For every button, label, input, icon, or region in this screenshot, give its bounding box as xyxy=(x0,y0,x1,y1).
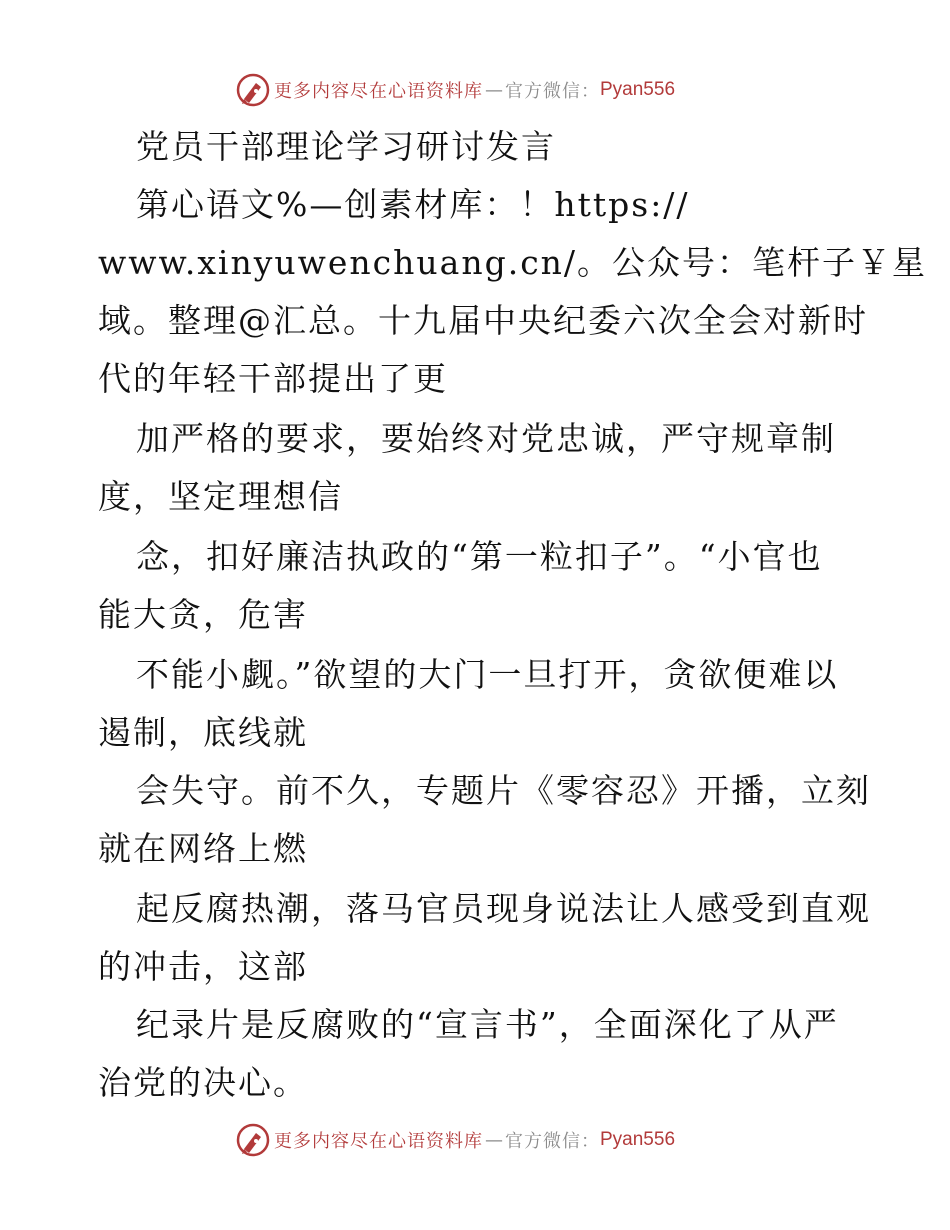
wechat-label: 官方微信： xyxy=(505,81,600,102)
text-line: www.xinyuwenchuang.cn/。公众号：笔杆子￥星 xyxy=(98,243,928,282)
text-line: 度，坚定理想信 xyxy=(98,477,343,516)
header-banner xyxy=(236,72,716,108)
text-line: 能大贪，危害 xyxy=(98,595,308,634)
pen-logo-icon xyxy=(236,1123,270,1157)
text-line: 域。整理@汇总。十九届中央纪委六次全会对新时 xyxy=(98,301,868,340)
text-line: 起反腐热潮，落马官员现身说法让人感受到直观 xyxy=(136,889,871,928)
brand-dash: — xyxy=(485,79,503,101)
text-line: 治党的决心。 xyxy=(98,1063,308,1102)
text-line: 第心语文%—创素材库：！https:// xyxy=(136,185,690,224)
text-line: 代的年轻干部提出了更 xyxy=(98,359,448,398)
footer-banner xyxy=(236,1122,716,1158)
brand-text: 更多内容尽在心语资料库 xyxy=(274,1131,483,1152)
text-line: 纪录片是反腐败的“宣言书”，全面深化了从严 xyxy=(136,1005,839,1044)
pen-logo-icon xyxy=(236,73,270,107)
document-title: 党员干部理论学习研讨发言 xyxy=(136,127,556,166)
wechat-id: Pyan556 xyxy=(600,79,676,100)
text-line: 遏制，底线就 xyxy=(98,713,308,752)
wechat-id: Pyan556 xyxy=(600,1129,676,1150)
brand-text: 更多内容尽在心语资料库 xyxy=(274,81,483,102)
text-line: 念，扣好廉洁执政的“第一粒扣子”。“小官也 xyxy=(136,537,823,576)
text-line: 就在网络上燃 xyxy=(98,829,308,868)
text-line: 不能小觑。”欲望的大门一旦打开，贪欲便难以 xyxy=(136,655,839,694)
text-line: 会失守。前不久，专题片《零容忍》开播，立刻 xyxy=(136,771,871,810)
text-line: 加严格的要求，要始终对党忠诚，严守规章制 xyxy=(136,419,836,458)
brand-dash: — xyxy=(485,1129,503,1151)
wechat-label: 官方微信： xyxy=(505,1131,600,1152)
text-line: 的冲击，这部 xyxy=(98,947,308,986)
